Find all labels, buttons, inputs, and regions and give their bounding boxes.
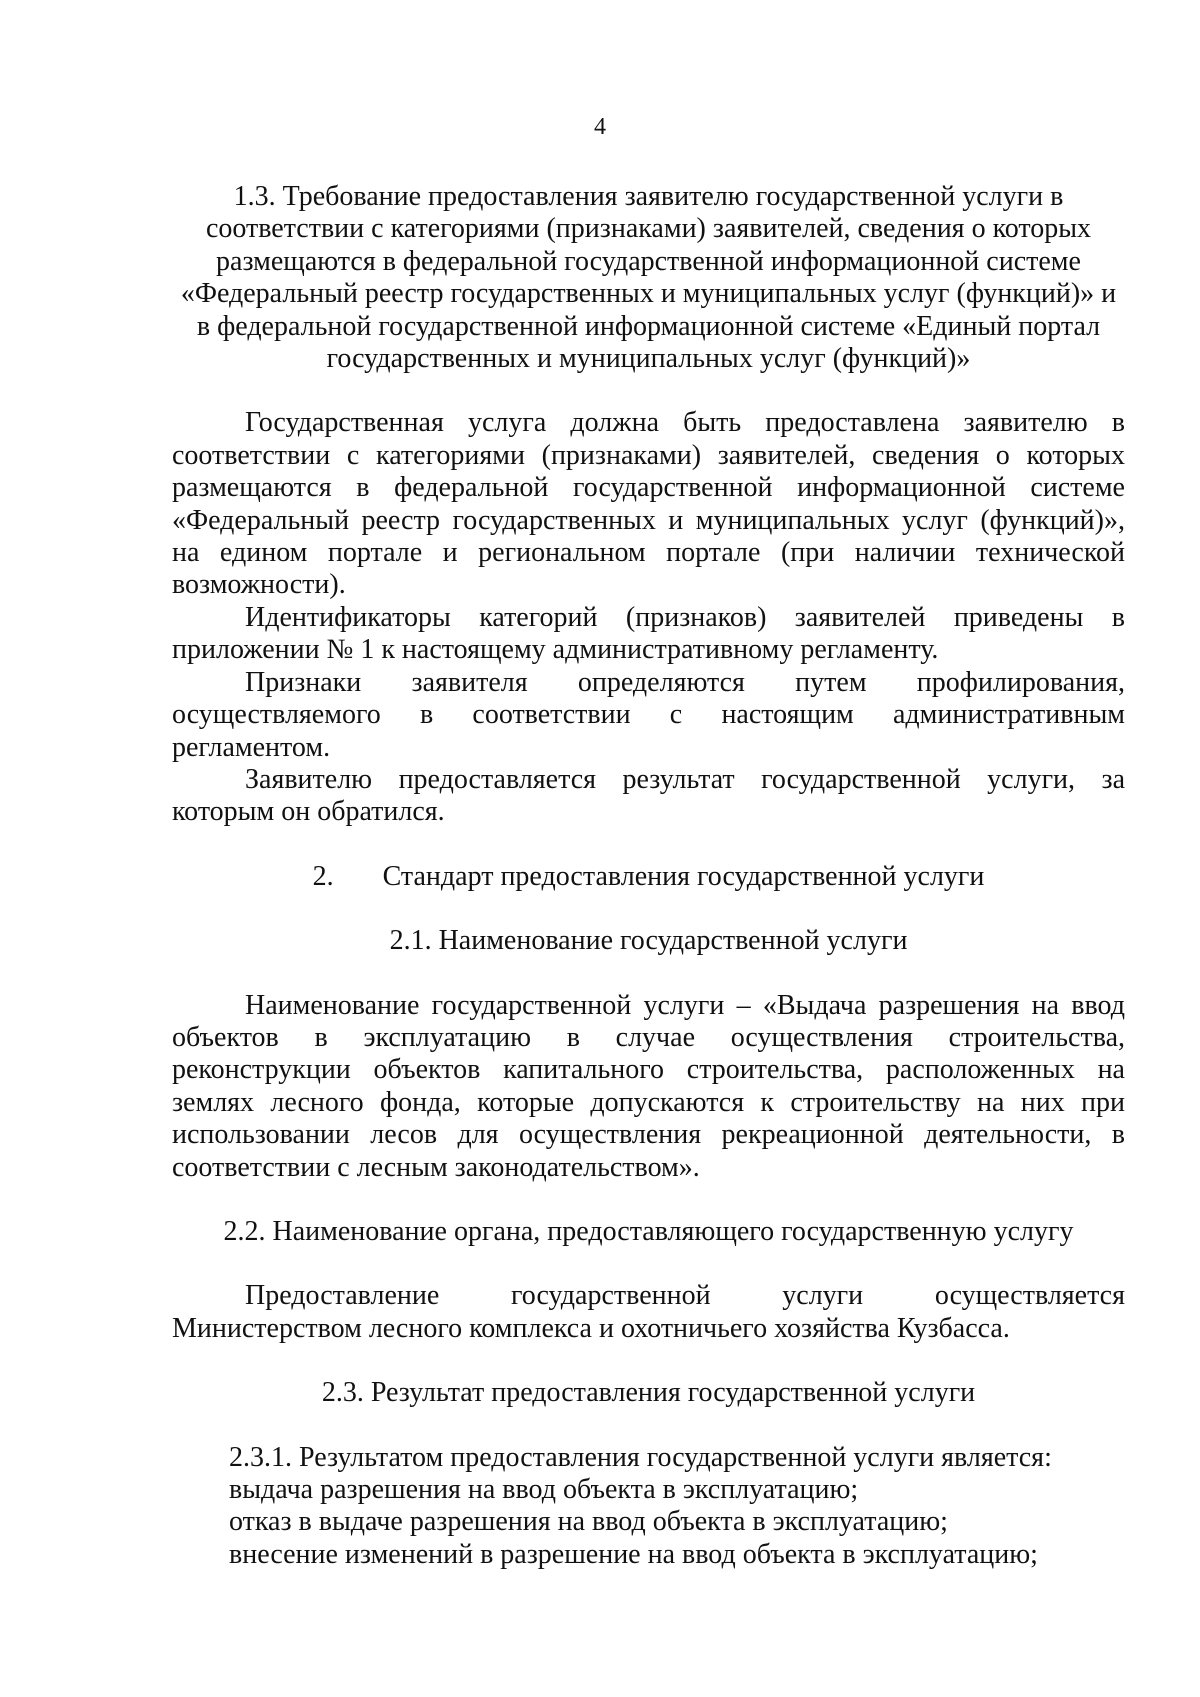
section-2-title: Стандарт предоставления государственной услуги [382, 860, 985, 892]
section-2-number: 2. [312, 860, 334, 892]
section-1-3-paragraph-1: Государственная услуга должна быть предоставлена заявителю в соответствии с категориями (признаками) заявителей, сведения о которых размещаются в федеральной государственной информационной системе «Федеральный реестр государственных и муниципальных услуг (функций)», на едином портале и региональном портале (при наличии технической возможности). [172, 407, 1125, 601]
section-1-3-paragraph-4: Заявителю предоставляется результат государственной услуги, за которым он обратился. [172, 763, 1125, 828]
page-number: 4 [594, 114, 606, 140]
result-list-item: 2.3.1. Результатом предоставления государственной услуги является: [229, 1441, 1052, 1473]
section-2-3-result-list [172, 1442, 1125, 1572]
document-body [172, 181, 1125, 1571]
section-2-1-heading: 2.1. Наименование государственной услуги [389, 925, 908, 957]
result-list-item: внесение изменений в разрешение на ввод объекта в эксплуатацию; [229, 1538, 1038, 1570]
section-1-3-heading: 1.3. Требование предоставления заявителю государственной услуги в соответствии с категориями (признаками) заявителей, сведения о которых размещаются в федеральной государственной информационной системе «Федеральный реестр государственных и муниципальных услуг (функций)» и в федеральной государственной информационной системе «Единый портал государственных и муниципальных услуг (функций)» [180, 181, 1117, 375]
section-2-1-paragraph: Наименование государственной услуги – «Выдача разрешения на ввод объектов в эксплуатацию в случае осуществления строительства, реконструкции объектов капитального строительства, расположенных на землях лесного фонда, которые допускаются к строительству на них при использовании лесов для осуществления рекреационной деятельности, в соответствии с лесным законодательством». [172, 989, 1125, 1183]
section-2-heading [172, 861, 1125, 893]
section-2-2-paragraph: Предоставление государственной услуги осуществляется Министерством лесного комплекса и охотничьего хозяйства Кузбасса. [172, 1280, 1125, 1344]
result-list-item: отказ в выдаче разрешения на ввод объекта в эксплуатацию; [229, 1506, 948, 1538]
section-2-2-heading: 2.2. Наименование органа, предоставляющего государственную услугу [223, 1215, 1074, 1247]
section-1-3-paragraph-3: Признаки заявителя определяются путем профилирования, осуществляемого в соответствии с настоящим административным регламентом. [172, 666, 1125, 763]
section-1-3-paragraph-2: Идентификаторы категорий (признаков) заявителей приведены в приложении № 1 к настоящему административному регламенту. [172, 601, 1125, 666]
section-2-3-heading: 2.3. Результат предоставления государственной услуги [321, 1377, 976, 1409]
result-list-item: выдача разрешения на ввод объекта в эксплуатацию; [229, 1474, 859, 1505]
